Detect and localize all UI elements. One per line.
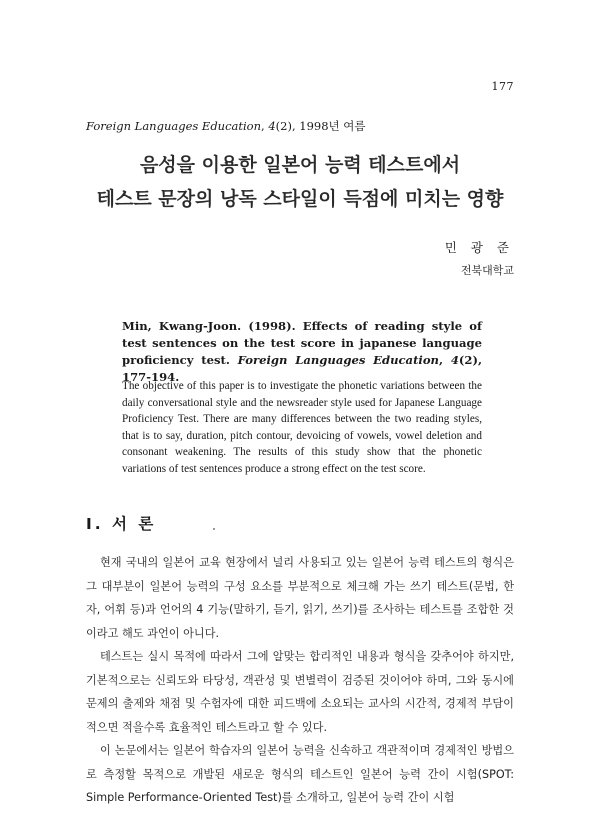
journal-volume: 4: [268, 119, 276, 133]
author-affiliation: 전북대학교: [460, 264, 514, 277]
body-text: [86, 551, 514, 810]
body-paragraph: 현재 국내의 일본어 교육 현장에서 널리 사용되고 있는 일본어 능력 테스트의 형식은 그 대부분이 일본어 능력의 구성 요소를 부분적으로 체크해 가는 쓰기 테스트(문법, 한자, 어휘 등)과 언어의 4 기능(말하기, 듣기, 읽기, 쓰기)를 조사하는 테스트를 조합한 것이라고 해도 과언이 아니다.: [86, 556, 514, 640]
citation: Min, Kwang-Joon. (1998). Effects of reading style of test sentences on the test score in japanese language proficiency test. Foreign Languages Education, 4(2), 177-194.: [122, 319, 482, 384]
journal-header: Foreign Languages Education, 4(2), 1998년 여름: [86, 119, 366, 133]
page-number: 177: [491, 80, 514, 93]
decorative-dot: [213, 528, 215, 530]
citation-journal: Foreign Languages Education: [237, 353, 439, 367]
citation-text: Min, Kwang-Joon. (1998). Effects of reading style of test sentences on the test score in japanese language proficiency test.: [122, 319, 482, 367]
citation-volume: 4: [450, 353, 459, 367]
title-line-2: 테스트 문장의 낭독 스타일이 득점에 미치는 영향: [96, 188, 504, 210]
section-heading: Ⅰ. 서 론: [86, 515, 157, 533]
body-paragraph: 이 논문에서는 일본어 학습자의 일본어 능력을 신속하고 객관적이며 경제적인 방법으로 측정할 목적으로 개발된 새로운 형식의 테스트인 일본어 능력 간이 시험(SPOT: Simple Performance-Oriented Test)를 소개하고, 일본어 능력 간이 시험: [86, 744, 514, 804]
journal-issue-year: (2), 1998년 여름: [275, 119, 366, 133]
author-name: 민 광 준: [444, 240, 514, 255]
paper-title: [0, 148, 600, 216]
body-paragraph: 테스트는 실시 목적에 따라서 그에 알맞는 합리적인 내용과 형식을 갖추어야 하지만, 기본적으로는 신뢰도와 타당성, 객관성 및 변별력이 검증된 것이어야 하며, 그와 동시에 문제의 출제와 채점 및 수험자에 대한 피드백에 소요되는 교사의 시간적, 경제적 부담이 적으면 적을수록 효율적인 테스트라고 할 수 있다.: [86, 650, 514, 734]
citation-pages: (2), 177-194.: [122, 353, 482, 384]
journal-name: Foreign Languages Education: [86, 119, 262, 133]
abstract: The objective of this paper is to investigate the phonetic variations between the daily conversational style and the newsreader style used for Japanese Language Proficiency Test. There are many differences between the two reading styles, that is to say, duration, pitch contour, devoicing of vowels, vowel deletion and consonant weakening. The results of this study show that the phonetic variations of test sentences produce a strong effect on the test score.: [122, 380, 482, 475]
title-line-1: 음성을 이용한 일본어 능력 테스트에서: [139, 154, 461, 176]
